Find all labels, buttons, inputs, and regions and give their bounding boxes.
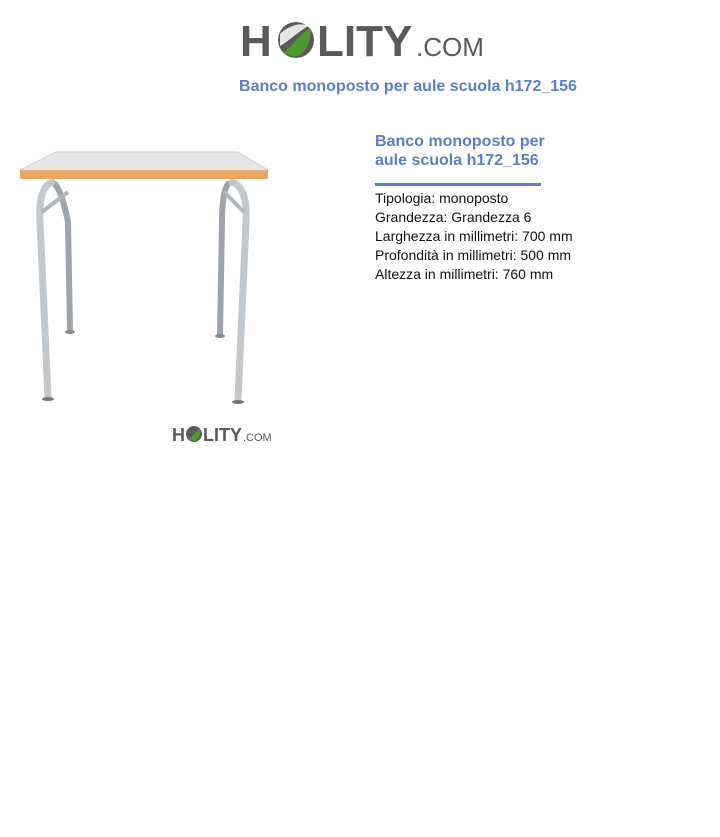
spec-profondita: Profondità in millimetri: 500 mm bbox=[375, 247, 572, 263]
logo-small-letter-h: H bbox=[172, 425, 185, 445]
holity-logo-small bbox=[172, 422, 272, 448]
holity-logo-graphic bbox=[240, 10, 485, 68]
product-title: Banco monoposto per aule scuola h172_156 bbox=[375, 133, 545, 169]
spec-larghezza: Larghezza in millimetri: 700 mm bbox=[375, 228, 573, 244]
spec-altezza: Altezza in millimetri: 760 mm bbox=[375, 266, 554, 282]
globe-icon bbox=[278, 22, 314, 58]
logo-letters-lity: LITY bbox=[317, 17, 413, 66]
logo-small-letters-lity: LITY bbox=[203, 425, 242, 445]
globe-icon bbox=[186, 426, 202, 442]
product-details bbox=[375, 132, 675, 284]
logo-small-domain: .COM bbox=[243, 432, 272, 444]
logo-domain: .COM bbox=[416, 32, 484, 62]
spec-grandezza: Grandezza: Grandezza 6 bbox=[375, 209, 532, 225]
holity-logo[interactable] bbox=[240, 10, 485, 68]
holity-logo-small-graphic bbox=[172, 422, 272, 448]
product-image bbox=[10, 112, 310, 412]
page-title: Banco monoposto per aule scuola h172_156 bbox=[239, 78, 577, 95]
logo-letter-h: H bbox=[240, 17, 272, 66]
school-desk-illustration bbox=[10, 112, 310, 412]
title-divider bbox=[375, 183, 541, 186]
spec-tipologia: Tipologia: monoposto bbox=[375, 190, 509, 206]
